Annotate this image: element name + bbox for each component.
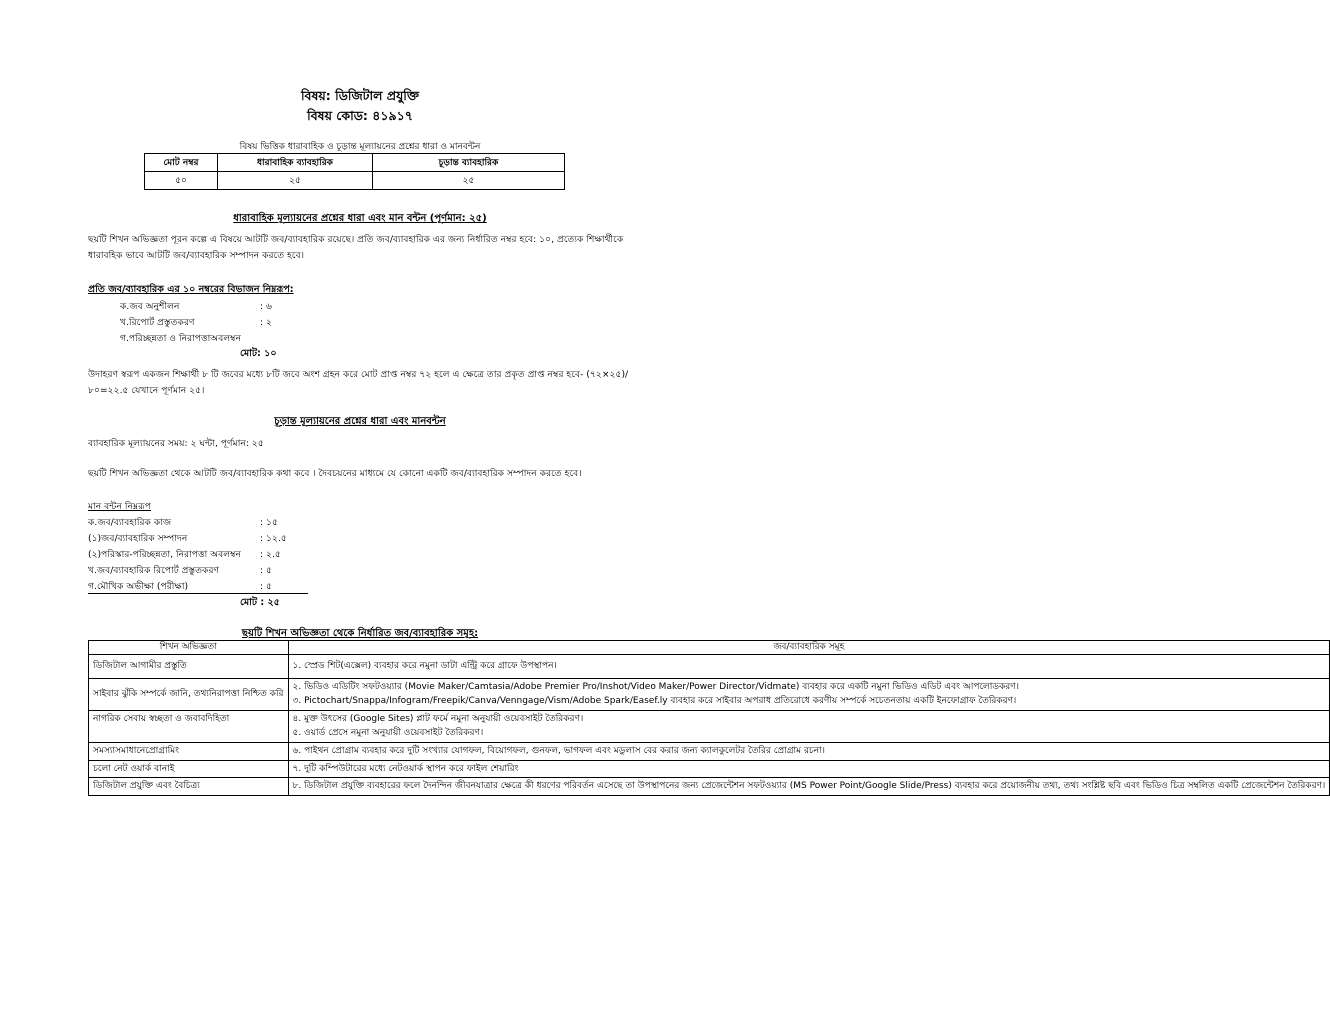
marks-summary-table — [144, 153, 565, 190]
table-cell: ৫০ — [145, 172, 218, 190]
table-cell: ২৫ — [373, 172, 565, 190]
breakdown-item: খ.রিপোর্ট প্রস্তুতকরণ : ২ — [120, 317, 272, 328]
distribution-item: (১)জব/ব্যাবহারিক সম্পাদন : ১২.৫ — [88, 533, 287, 544]
breakdown-item: ক.জব অনুশীলন : ৬ — [120, 301, 272, 312]
experience-cell: নাগরিক সেবায় স্বচ্ছতা ও জবাবদিহিতা — [89, 710, 289, 742]
table-row — [89, 678, 1330, 710]
job-cell — [288, 778, 1330, 796]
job-item: ৮. ডিজিটাল প্রযুক্তি ব্যবহারের ফলে দৈনন্দিন জীবনযাত্রার ক্ষেত্রে কী ধরণের পরিবর্তন এসেছে তা উপস্থাপনের জন্য প্রেজেন্টেশন সফটওয়্যার (MS Power Point/Google Slide/Press) ব্যবহার করে প্রয়োজনীয় তথ্য, তথ্য সংশ্লিষ্ট ছবি এবং ভিডিও চিত্র সম্বলিত একটি প্রেজেন্টেশন তৈরিকরণ। — [292, 781, 1326, 792]
distribution-item: গ.মৌখিক অভীক্ষা (পরীক্ষা) : ৫ — [88, 579, 308, 594]
table-cell: ২৫ — [218, 172, 373, 190]
table-row — [89, 655, 1330, 679]
table-header-cell: মোট নম্বর — [145, 154, 218, 172]
job-cell — [288, 655, 1330, 679]
table-row — [89, 778, 1330, 796]
table-header-cell: ধারাবাহিক ব্যাবহারিক — [218, 154, 373, 172]
final-heading: চূড়ান্ত মূল্যায়নের প্রশ্নের ধারা এবং মানবন্টন — [274, 416, 446, 427]
continuous-heading: ধারাবাহিক মূল্যায়নের প্রশ্নের ধারা এবং মান বন্টন (পূর্ণমান: ২৫) — [233, 213, 487, 224]
table-header-cell: শিখন অভিজ্ঞতা — [89, 641, 289, 655]
breakdown-total: মোট: ১০ — [240, 348, 277, 359]
distribution-total: মোট : ২৫ — [240, 597, 280, 608]
distribution-heading: মান বন্টন নিম্নরূপ — [88, 501, 152, 512]
experience-cell: সাইবার ঝুঁকি সম্পর্কে জানি, তথ্যনিরাপত্তা নিশ্চিত করি — [89, 678, 289, 710]
table-row — [145, 154, 565, 172]
job-item: ৩. Pictochart/Snappa/Infogram/Freepik/Canva/Venngage/Vism/Adobe Spark/Easef.ly ব্যবহার করে সাইবার অপরাধ প্রতিরোধে করণীয় সম্পর্কে সচেতনতায় একটি ইনফোগ্রাফ তৈরিকরণ। — [292, 696, 1017, 707]
continuous-paragraph: ছয়টি শিখন অভিজ্ঞতা পূরন কল্পে এ বিষয়ে আটটি জব/ব্যাবহারিক রয়েছে। প্রতি জব/ব্যাবহারিক এর জন্য নির্ধারিত নম্বর হবে: ১০, প্রত্যেক শিক্ষার্থীকে ধারাবহিক ভাবে আটটি জব/ব্যাবহারিক সম্পাদন করতে হবে। — [88, 234, 624, 261]
jobs-table — [88, 640, 1330, 796]
job-cell — [288, 742, 1330, 760]
experience-cell: ডিজিটাল আগামীর প্রস্তুতি — [89, 655, 289, 679]
job-item: ৬. পাইথন প্রোগ্রাম ব্যবহার করে দুটি সংখ্যার যোগফল, বিয়োগফল, গুনফল, ভাগফল এবং মডুলাস বের করার জন্য ক্যালকুলেটর তৈরির প্রোগ্রাম রচনা। — [292, 745, 825, 756]
subject-title: বিষয়: ডিজিটাল প্রযুক্তি — [300, 88, 420, 103]
job-item: ৪. মুক্ত উৎসের (Google Sites) প্লাট ফর্মে নমুনা অনুযায়ী ওয়েবসাইট তৈরিকরণ। — [292, 713, 584, 724]
job-cell — [288, 760, 1330, 778]
job-item: ৫. ওয়ার্ড প্রেসে নমুনা অনুযায়ী ওয়েবসাইট তৈরিকরণ। — [292, 728, 484, 739]
job-item: ১. স্প্রেড শিট(এক্সেল) ব্যবহার করে নমুনা ডাটা এন্ট্রি করে গ্রাফে উপস্থাপন। — [292, 661, 557, 671]
final-paragraph: ছয়টি শিখন অভিজ্ঞতা থেকে আটটি জব/ব্যাবহারিক কথা কবে । দৈবচয়নের মাধ্যমে যে কোনো একটি জব/ব্যাবহারিক সম্পাদন করতে হবে। — [88, 468, 582, 479]
experience-cell: ডিজিটাল প্রযুক্তি এবং বৈচিত্র্য — [89, 778, 289, 796]
distribution-item: (২)পরিস্কার-পরিচ্ছন্নতা, নিরাপত্তা অবলম্বন : ২.৫ — [88, 549, 281, 560]
table-row — [89, 641, 1330, 655]
distribution-item: খ.জব/ব্যাবহারিক রিপোর্ট প্রস্তুতকরণ : ৫ — [88, 565, 272, 576]
table-header-cell: জব/ব্যাবহারিক সমূহ — [288, 641, 1330, 655]
table-row — [89, 742, 1330, 760]
breakdown-heading: প্রতি জব/ব্যাবহারিক এর ১০ নম্বরের বিভাজন নিম্নরূপ: — [88, 284, 294, 295]
table-row — [145, 172, 565, 190]
breakdown-item: গ.পরিচ্ছন্নতা ও নিরাপত্তাঅবলম্বন — [120, 333, 242, 344]
table-row — [89, 710, 1330, 742]
subject-code: বিষয় কোড: ৪১৯১৭ — [307, 108, 413, 123]
experience-cell: চলো নেট ওয়ার্ক বানাই — [89, 760, 289, 778]
final-time: ব্যাবহারিক মূল্যায়নের সময়: ২ ঘন্টা, পূর্ণমান: ২৫ — [88, 438, 264, 449]
job-item: ২. ভিডিও এডিটিং সফটওয়্যার (Movie Maker/Camtasia/Adobe Premier Pro/Inshot/Video Maker/Power Director/Vidmate) ব্যবহার করে একটি নমুনা ভিডিও এডিট এবং আপলোডকরণ। — [292, 681, 1019, 692]
table-header-cell: চূড়ান্ত ব্যাবহারিক — [373, 154, 565, 172]
job-cell — [288, 678, 1330, 710]
example-paragraph: উদাহরণ স্বরূপ একজন শিক্ষার্থী ৮ টি জবের মধ্যে ৮টি জবে অংশ গ্রহন করে মোট প্রাপ্ত নম্বর ৭২ হলে এ ক্ষেত্রে তার প্রকৃত প্রাপ্ত নম্বর হবে- (৭২×২৫)/৮০=২২.৫ যেখানে পূর্ণমান ২৫। — [88, 369, 629, 396]
jobs-heading: ছয়টি শিখন অভিজ্ঞতা থেকে নির্ধারিত জব/ব্যাবহারিক সমূহ: — [241, 628, 479, 639]
job-item: ৭. দুটি কম্পিউটারের মধ্যে নেটওয়ার্ক স্থাপন করে ফাইল শেয়ারিং — [292, 763, 519, 774]
job-cell — [288, 710, 1330, 742]
table1-caption: বিষয় ভিত্তিক ধারাবাহিক ও চূড়ান্ত মূল্যায়নের প্রশ্নের ধারা ও মানবন্টন — [239, 142, 481, 152]
table-row — [89, 760, 1330, 778]
distribution-item: ক.জব/ব্যাবহারিক কাজ : ১৫ — [88, 517, 278, 528]
experience-cell: সমস্যাসমাধানেপ্রোগ্রামিং — [89, 742, 289, 760]
